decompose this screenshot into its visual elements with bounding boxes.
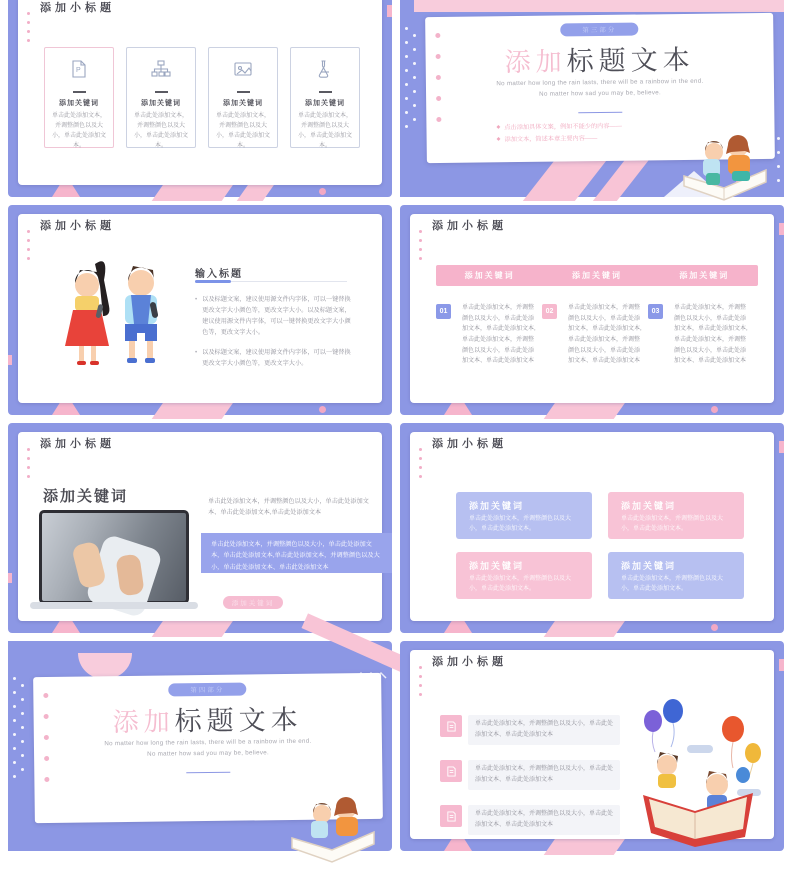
- slide-thumbnail-7[interactable]: [8, 641, 392, 851]
- subtitle-line: No matter how long the rain lasts, there will be a rainbow in the end.: [496, 77, 704, 88]
- section-badge: 第四部分: [168, 683, 246, 697]
- slide-thumbnail-6[interactable]: [400, 423, 784, 633]
- pink-sliver-shape: [779, 659, 784, 671]
- image-icon: [233, 66, 253, 83]
- heading-underline: [195, 281, 347, 282]
- list-item: [440, 715, 620, 745]
- diamond-bullet-icon: ◆: [496, 136, 501, 143]
- slide-subtitle-text: 添加小标题: [432, 656, 507, 668]
- title-main: 标题文本: [174, 704, 303, 737]
- keyword-card: [44, 47, 114, 148]
- slide-subtitle-text: 添加小标题: [432, 438, 507, 450]
- pink-stripe-shape: [544, 401, 627, 419]
- pink-sliver-shape: [387, 5, 392, 17]
- keyword-card: [126, 47, 196, 148]
- kids-balloons-book-illustration: [625, 699, 775, 856]
- subtitle-line: No matter how sad you may be, believe.: [147, 749, 270, 758]
- pink-dots-decoration: [419, 448, 422, 478]
- pink-stripe-shape: [544, 837, 627, 855]
- column-heading: 添加关键词: [464, 271, 515, 280]
- numbered-column: [648, 303, 750, 367]
- thumbs-up-photo: [42, 513, 186, 601]
- slide-thumbnail-1[interactable]: [8, 0, 392, 197]
- pink-stripe-shape: [237, 183, 276, 201]
- card-heading: 添加关键词: [141, 100, 181, 107]
- number-badge: 02: [542, 304, 557, 319]
- laptop-base: [30, 602, 198, 609]
- keyword-pill-button: 添加关键词: [223, 596, 283, 609]
- divider: [319, 91, 332, 93]
- bullet-icon: •: [195, 296, 198, 303]
- keyword-card: [290, 47, 360, 148]
- card-heading: 添加关键词: [223, 100, 263, 107]
- column-body: 单击此处添加文本，并调整颜色以及大小，单击此处添加文本，单击此处添加文本,单击此处添加文本，并调整颜色以及大小，单击此处添加文本、单击此处添加文本: [568, 305, 642, 365]
- pink-stripe-shape: [544, 619, 627, 637]
- bullet-text: 添加文本，简述本章主要内容——: [504, 134, 598, 143]
- slide-canvas: [410, 432, 774, 621]
- pink-dots-decoration: [419, 666, 422, 696]
- kids-reading-book-illustration: [284, 786, 384, 871]
- tile-heading: 添加关键词: [469, 561, 525, 571]
- section-badge: 第三部分: [560, 23, 638, 37]
- divider: [186, 772, 230, 774]
- bullet-text: 以及标题文案，建议使用源文件内字体，可以一键替换更改文字大小颜色等，更改文字大小。以及标题文案，建议使用源文件内字体，可以一键替换更改文字大小颜色等，更改文字大小。: [202, 296, 351, 337]
- pink-dots-decoration: [27, 448, 30, 478]
- list-item: [440, 760, 620, 790]
- flask-icon: [315, 66, 335, 83]
- kids-reporters-illustration: [57, 258, 179, 395]
- slide-thumbnail-5[interactable]: [8, 423, 392, 633]
- pink-dot-shape: [319, 406, 326, 413]
- card-body: 单击此处添加文本，并调整颜色以及大小，单击此处添加文本。: [51, 113, 106, 149]
- white-dots-decoration: [405, 27, 408, 128]
- section-title: [425, 37, 773, 80]
- document-icon: [440, 760, 462, 782]
- slide-subtitle-text: 添加小标题: [40, 438, 115, 450]
- slide-canvas: [18, 214, 382, 403]
- card-row: [44, 47, 360, 148]
- card-body: 单击此处添加文本，并调整颜色以及大小，单击此处添加文本。: [297, 113, 352, 149]
- document-icon: [440, 805, 462, 827]
- list-item-text: 单击此处添加文本，并调整颜色以及大小，单击此处添加文本、单击此处添加文本: [468, 805, 620, 835]
- card-body: 单击此处添加文本，并调整颜色以及大小，单击此处添加文本。: [133, 113, 188, 149]
- divider: [237, 91, 250, 93]
- title-accent: 添加: [504, 47, 567, 78]
- slide-canvas: [410, 214, 774, 403]
- tile-heading: 添加关键词: [621, 501, 677, 511]
- numbered-column: [542, 303, 644, 367]
- block-heading: 输入标题: [195, 269, 243, 280]
- divider: [73, 91, 86, 93]
- bullet-list: [195, 294, 353, 377]
- title-accent: 添加: [112, 707, 175, 738]
- section-title: [33, 697, 381, 740]
- keyword-card: [208, 47, 278, 148]
- slide-subtitle-text: 添加小标题: [40, 2, 115, 14]
- highlight-band-text: 单击此处添加文本，并调整颜色以及大小，单击此处添加文本，单击此处添加文本,单击此处添加文本，并调整颜色以及大小，单击此处添加文本、单击此处添加文本: [201, 533, 392, 573]
- slide-thumbnail-4[interactable]: [400, 205, 784, 415]
- white-dots-decoration: [777, 137, 780, 182]
- pink-dots-decoration: [27, 230, 30, 260]
- title-main: 标题文本: [566, 44, 695, 77]
- list-item-text: 单击此处添加文本，并调整颜色以及大小，单击此处添加文本、单击此处添加文本: [468, 715, 620, 745]
- bullet-list: [496, 121, 622, 146]
- sitemap-icon: [151, 66, 171, 83]
- pink-sliver-shape: [8, 355, 12, 365]
- pink-sliver-shape: [779, 441, 784, 453]
- pink-dots-decoration: [27, 12, 30, 42]
- document-icon: [440, 715, 462, 737]
- column-heading: 添加关键词: [679, 271, 730, 280]
- tile-body: 单击此处添加文本，并调整颜色以及大小，单击此处添加文本。: [469, 576, 572, 592]
- diamond-bullet-icon: ◆: [496, 124, 501, 131]
- slide-thumbnail-3[interactable]: [8, 205, 392, 415]
- number-badge: 03: [648, 304, 663, 319]
- divider: [155, 91, 168, 93]
- bullet-text: 以及标题文案，建议使用源文件内字体，可以一键替换更改文字大小颜色等，更改文字大小。: [202, 348, 351, 367]
- keyword-header-bar: [436, 265, 758, 286]
- pink-sliver-shape: [8, 573, 12, 583]
- pink-dot-shape: [711, 624, 718, 631]
- bullet-icon: •: [195, 348, 198, 356]
- white-dots-decoration: [413, 34, 416, 121]
- slide-thumbnail-2[interactable]: [400, 0, 784, 197]
- kids-reading-book-illustration: [676, 124, 776, 209]
- tile-heading: 添加关键词: [469, 501, 525, 511]
- list-item: [440, 805, 620, 835]
- card-heading: 添加关键词: [305, 100, 345, 107]
- pink-dots-decoration: [419, 230, 422, 260]
- white-dots-decoration: [21, 684, 24, 771]
- slide-subtitle-text: 添加小标题: [40, 220, 115, 232]
- column-body: 单击此处添加文本，并调整颜色以及大小，单击此处添加文本，单击此处添加文本,单击此处添加文本，并调整颜色以及大小，单击此处添加文本、单击此处添加文本: [674, 305, 748, 365]
- slide-subtitle-text: 添加小标题: [432, 220, 507, 232]
- divider: [578, 112, 622, 114]
- slide-canvas: [18, 0, 382, 185]
- card-body: 单击此处添加文本，并调整颜色以及大小，单击此处添加文本。: [215, 113, 270, 149]
- block-heading: 添加关键词: [43, 488, 129, 505]
- tile-heading: 添加关键词: [621, 561, 677, 571]
- tile-body: 单击此处添加文本，并调整颜色以及大小，单击此处添加文本。: [469, 516, 572, 532]
- pink-dot-shape: [711, 406, 718, 413]
- card-heading: 添加关键词: [59, 100, 99, 107]
- document-p-icon: [69, 66, 89, 83]
- pink-stripe-shape: [152, 401, 235, 419]
- laptop-photo: [39, 510, 189, 604]
- numbered-column: [436, 303, 538, 367]
- pink-dot-shape: [319, 188, 326, 195]
- keyword-tile: [608, 492, 744, 539]
- column-heading: 添加关键词: [571, 271, 622, 280]
- slide-canvas: [18, 432, 382, 621]
- pink-stripe-shape: [152, 183, 235, 201]
- tile-body: 单击此处添加文本，并调整颜色以及大小，单击此处添加文本。: [621, 576, 724, 592]
- svg-text:P: P: [76, 67, 81, 74]
- number-badge: 01: [436, 304, 451, 319]
- pink-top-band: [414, 0, 784, 12]
- keyword-tile: [608, 552, 744, 599]
- keyword-tile: [456, 492, 592, 539]
- paragraph-text: 单击此处添加文本，并调整颜色以及大小，单击此处添加文本、单击此处添加文本,单击此处添加文本: [208, 498, 369, 517]
- bullet-text: 点击添加具体文案，例如不能少的内容——: [504, 122, 622, 132]
- keyword-tile: [456, 552, 592, 599]
- blue-edge-strip: [8, 641, 30, 851]
- white-dots-decoration: [13, 677, 16, 778]
- subtitle-line: No matter how long the rain lasts, there will be a rainbow in the end.: [104, 737, 312, 748]
- list-item-text: 单击此处添加文本，并调整颜色以及大小，单击此处添加文本、单击此处添加文本: [468, 760, 620, 790]
- pink-stripe-shape: [152, 619, 235, 637]
- subtitle-line: No matter how sad you may be, believe.: [539, 89, 662, 98]
- tile-body: 单击此处添加文本，并调整颜色以及大小，单击此处添加文本。: [621, 516, 724, 532]
- column-body: 单击此处添加文本，并调整颜色以及大小，单击此处添加文本，单击此处添加文本,单击此处添加文本，并调整颜色以及大小，单击此处添加文本、单击此处添加文本: [462, 305, 536, 365]
- pink-sliver-shape: [779, 223, 784, 235]
- slide-thumbnail-8[interactable]: [400, 641, 784, 851]
